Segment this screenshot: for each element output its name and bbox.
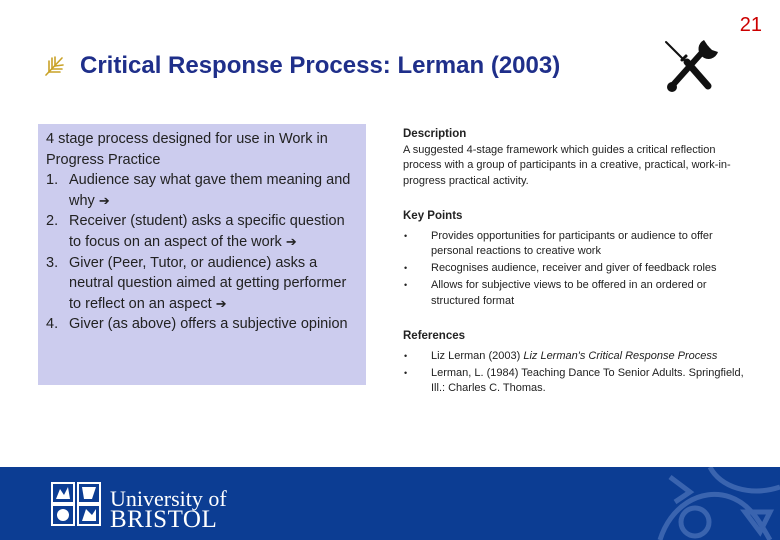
wrench-screwdriver-icon (660, 34, 724, 98)
step-text: Audience say what gave them meaning and why (69, 172, 351, 209)
list-item (403, 278, 748, 309)
process-box (38, 124, 366, 385)
quill-bullet-icon (44, 55, 64, 77)
bullet-icon: • (404, 230, 408, 241)
key-point-text: Provides opportunities for participants or audience to offer personal reactions to creative work (431, 229, 713, 257)
info-column (403, 127, 748, 409)
list-item (403, 261, 748, 277)
step-text: Receiver (student) asks a specific question to focus on an aspect of the work (69, 213, 345, 250)
bullet-icon: • (404, 280, 408, 290)
university-crest-icon (50, 481, 102, 527)
footer-band (0, 467, 780, 540)
process-step (46, 253, 358, 315)
arrow-right-icon: ➔ (215, 295, 227, 311)
step-number: 4. (46, 316, 59, 333)
references-section (403, 329, 748, 397)
crest-watermark-icon (650, 467, 780, 540)
reference-text: Liz Lerman (2003) (431, 349, 524, 362)
bullet-icon: • (404, 367, 408, 378)
step-number: 3. (46, 254, 59, 271)
step-text: Giver (Peer, Tutor, or audience) asks a neutral question aimed at getting performer to reflect on an aspect (69, 254, 347, 312)
description-heading: Description (403, 128, 467, 140)
description-text: A suggested 4-stage framework which guides a critical reflection process with a group of participants in a creative, practical, work-in-progress practical activity. (403, 143, 731, 187)
process-intro: 4 stage process designed for use in Work in Progress Practice (46, 131, 328, 168)
process-step (46, 170, 358, 211)
bullet-icon: • (404, 263, 408, 273)
key-points-heading: Key Points (403, 210, 463, 222)
step-number: 1. (46, 172, 59, 189)
process-steps (46, 170, 358, 335)
bullet-icon: • (404, 350, 408, 361)
list-item (403, 349, 748, 365)
arrow-right-icon: ➔ (285, 233, 297, 249)
key-points-list (403, 229, 748, 310)
process-step (46, 314, 358, 335)
key-point-text: Allows for subjective views to be offered in an ordered or structured format (431, 279, 707, 307)
references-list (403, 349, 748, 397)
step-number: 2. (46, 213, 59, 230)
title-row (44, 52, 560, 80)
university-name-line2: BRISTOL (110, 506, 218, 533)
arrow-right-icon: ➔ (98, 192, 110, 208)
reference-text: Lerman, L. (1984) Teaching Dance To Senior Adults. Springfield, Ill.: Charles C. Thomas. (431, 366, 744, 394)
page-title: Critical Response Process: Lerman (2003) (80, 52, 561, 79)
reference-title: Liz Lerman's Critical Response Process (523, 349, 718, 362)
description-section (403, 127, 748, 189)
university-name-line1: University of (110, 486, 227, 511)
process-step (46, 211, 358, 252)
references-heading: References (403, 330, 466, 342)
key-points-section (403, 209, 748, 309)
step-text: Giver (as above) offers a subjective opinion (69, 316, 348, 333)
list-item (403, 366, 748, 397)
list-item (403, 229, 748, 260)
slide-number: 21 (739, 14, 762, 36)
key-point-text: Recognises audience, receiver and giver of feedback roles (431, 262, 717, 274)
